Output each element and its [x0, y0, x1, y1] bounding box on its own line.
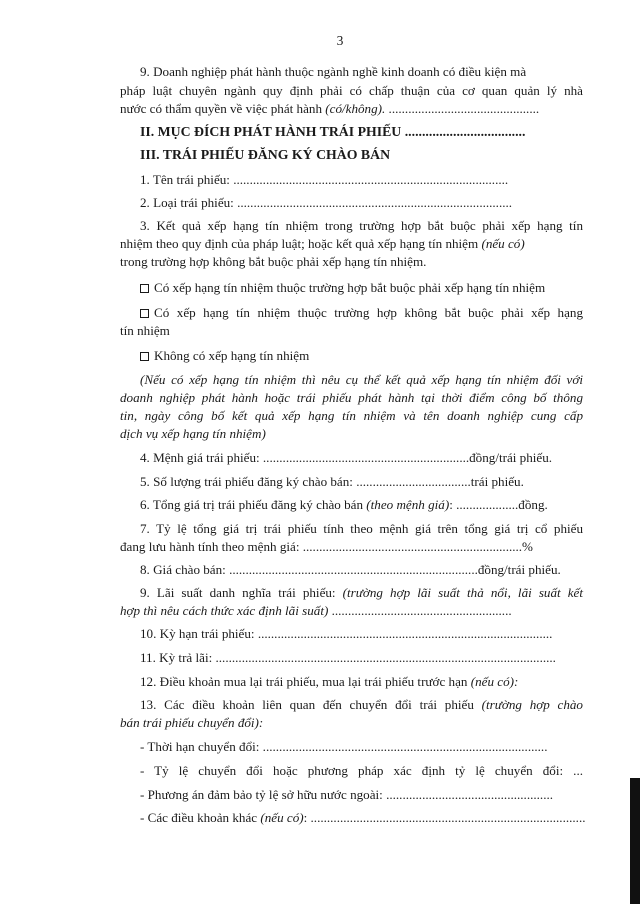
field-face-value: 4. Mệnh giá trái phiếu: ...............................................................đồng/trái phiếu.: [140, 450, 553, 465]
scan-edge-shadow: [630, 778, 640, 904]
field-term: 10. Kỳ hạn trái phiếu: ..........................................................................................: [140, 626, 553, 641]
note-line-3: tin, ngày công bố kết quả xếp hạng tín nhiệm và tên doanh nghiệp cung cấp: [120, 408, 583, 423]
checkbox-icon[interactable]: [140, 309, 149, 318]
field-foreign-ownership: - Phương án đảm bảo tỷ lệ sở hữu nước ngoài: ...................................................: [140, 787, 554, 802]
section-3-heading: III. TRÁI PHIẾU ĐĂNG KÝ CHÀO BÁN: [140, 147, 391, 162]
item-13-line-2: bán trái phiếu chuyển đổi):: [120, 715, 264, 730]
field-buyback-terms: 12. Điều khoản mua lại trái phiếu, mua lại trái phiếu trước hạn (nếu có):: [140, 674, 519, 689]
field-offer-price: 8. Giá chào bán: ............................................................................đồng/trái phiếu.: [140, 562, 561, 577]
note-line-2: doanh nghiệp phát hành hoặc trái phiếu phát hành tại thời điểm công bố thông: [120, 390, 583, 405]
item-9-line-3: nước có thẩm quyền về việc phát hành (có/không). ..............................................: [120, 101, 540, 116]
field-conversion-ratio: - Tỷ lệ chuyển đổi hoặc phương pháp xác định tỷ lệ chuyển đổi: ...: [140, 763, 583, 778]
item-7-line-2: đang lưu hành tính theo mệnh giá: ...................................................................%: [120, 539, 533, 554]
item-3-line-3: trong trường hợp không bắt buộc phải xếp hạng tín nhiệm.: [120, 254, 427, 269]
field-quantity: 5. Số lượng trái phiếu đăng ký chào bán: ...................................trái phiếu.: [140, 474, 524, 489]
item-9-rate-line-1: 9. Lãi suất danh nghĩa trái phiếu: (trường hợp lãi suất thả nổi, lãi suất kết: [140, 585, 583, 600]
page-number: 3: [336, 33, 344, 48]
checkbox-option-none[interactable]: Không có xếp hạng tín nhiệm: [140, 348, 583, 364]
field-conversion-period: - Thời hạn chuyển đổi: .......................................................................................: [140, 739, 548, 754]
item-9-line-1: 9. Doanh nghiệp phát hành thuộc ngành nghề kinh doanh có điều kiện mà: [140, 64, 527, 79]
item-9-rate-line-2: hợp thì nêu cách thức xác định lãi suất) .......................................................: [120, 603, 512, 618]
section-2-heading: II. MỤC ĐÍCH PHÁT HÀNH TRÁI PHIẾU ...................................: [140, 124, 526, 139]
field-bond-name: 1. Tên trái phiếu: ....................................................................................: [140, 172, 509, 187]
checkbox-option-voluntary-cont: tín nhiệm: [120, 323, 170, 338]
item-9-line-2: pháp luật chuyên ngành quy định phải có chấp thuận của cơ quan quản lý nhà: [120, 83, 583, 98]
field-total-value: 6. Tổng giá trị trái phiếu đăng ký chào bán (theo mệnh giá): ...................đồng.: [140, 497, 548, 512]
note-line-4: dịch vụ xếp hạng tín nhiệm): [120, 426, 266, 441]
field-interest-period: 11. Kỳ trả lãi: ........................................................................................................: [140, 650, 556, 665]
item-13-line-1: 13. Các điều khoản liên quan đến chuyển đổi trái phiếu (trường hợp chào: [140, 697, 583, 712]
note-line-1: (Nếu có xếp hạng tín nhiệm thì nêu cụ thể kết quả xếp hạng tín nhiệm đối với: [140, 372, 583, 387]
checkbox-icon[interactable]: [140, 284, 149, 293]
field-bond-type: 2. Loại trái phiếu: ....................................................................................: [140, 195, 513, 210]
item-3-line-2: nhiệm theo quy định của pháp luật; hoặc kết quả xếp hạng tín nhiệm (nếu có): [120, 236, 525, 251]
checkbox-icon[interactable]: [140, 352, 149, 361]
field-other-terms: - Các điều khoản khác (nếu có): ....................................................................................: [140, 810, 586, 825]
checkbox-option-voluntary[interactable]: Có xếp hạng tín nhiệm thuộc trường hợp không bắt buộc phải xếp hạng: [140, 305, 583, 321]
item-7-line-1: 7. Tỷ lệ tổng giá trị trái phiếu tính theo mệnh giá trên tổng giá trị cổ phiếu: [140, 521, 583, 536]
checkbox-option-mandatory[interactable]: Có xếp hạng tín nhiệm thuộc trường hợp bắt buộc phải xếp hạng tín nhiệm: [140, 280, 583, 296]
item-3-line-1: 3. Kết quả xếp hạng tín nhiệm trong trường hợp bắt buộc phải xếp hạng tín: [140, 218, 583, 233]
